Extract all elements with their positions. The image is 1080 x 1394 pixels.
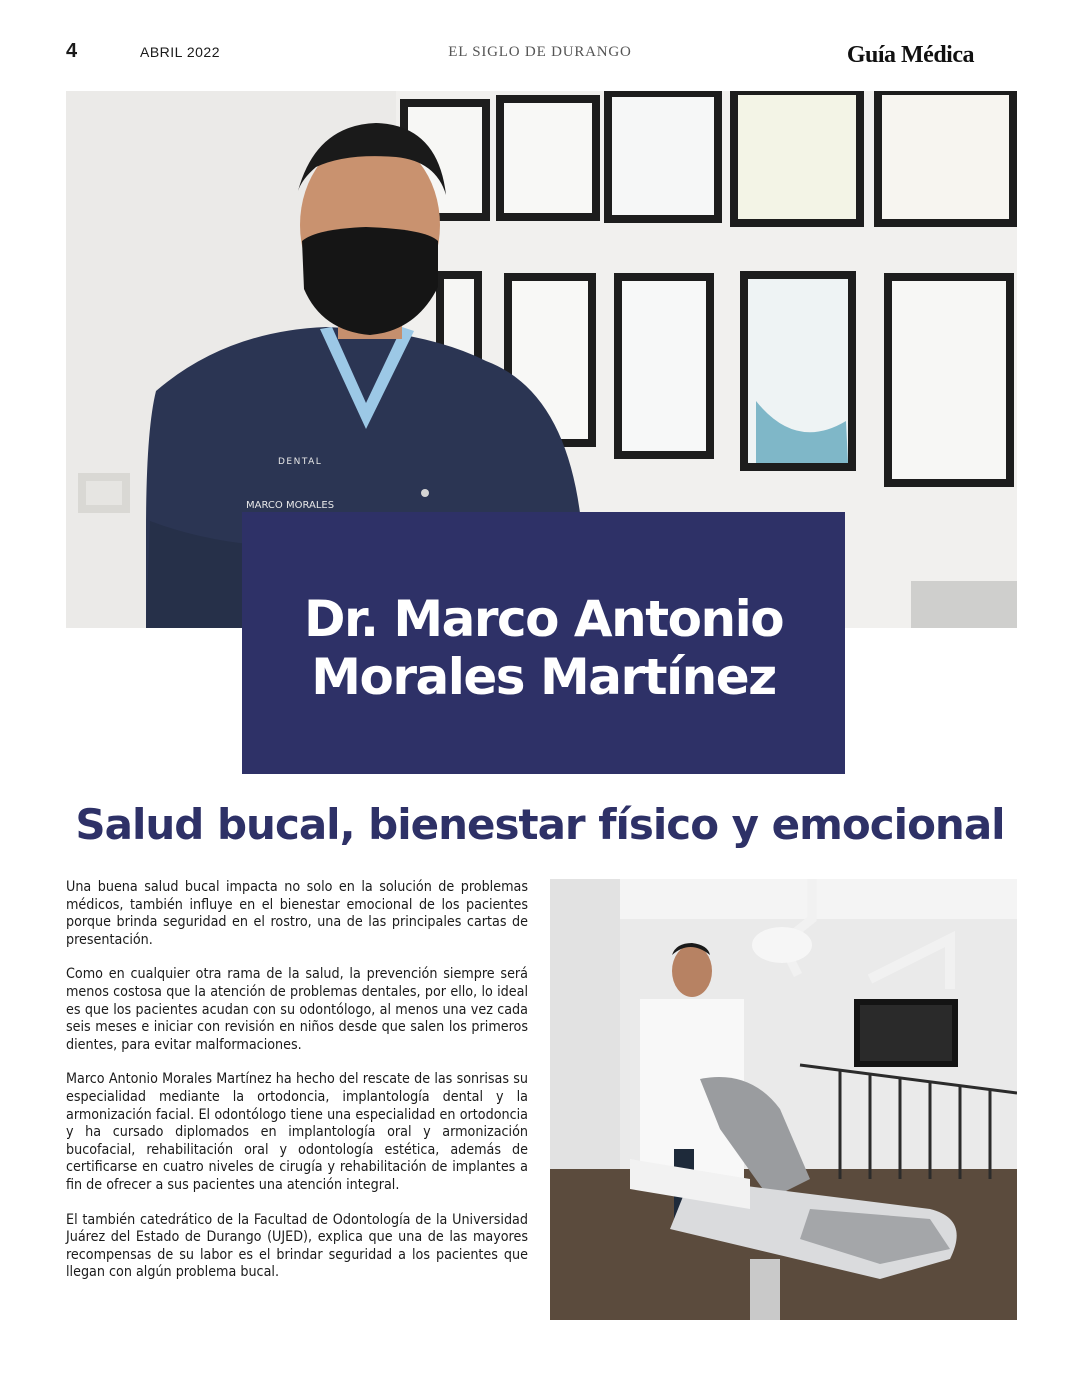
scrub-name-text: MARCO MORALES (246, 500, 335, 511)
article-headline: Salud bucal, bienestar físico y emocional (75, 800, 1005, 849)
clinic-photo (550, 879, 1017, 1320)
article-paragraph: El también catedrático de la Facultad de Odontología de la Universidad Juárez del Estado de Durango (UJED), explica que una de las mayores recompensas de su labor es el brindar seguridad a los pacientes que llegan con algún problema bucal. (66, 1211, 528, 1281)
section-title: Guía Médica (846, 42, 974, 68)
article-paragraph: Marco Antonio Morales Martínez ha hecho del rescate de las sonrisas su especialidad mediante la ortodoncia, implantología dental y la armonización facial. El odontólogo tiene una especialidad en ortodoncia y ha cursado diplomados en implantología oral y armonización bucofacial, rehabilitación oral y odontología estética, además de certificarse en cuatro niveles de cirugía y rehabilitación de implantes a fin de ofrecer a sus pacientes una atención integral. (66, 1071, 528, 1193)
article-paragraph: Como en cualquier otra rama de la salud, la prevención siempre será menos costosa que la atención de problemas dentales, por ello, lo ideal es que los pacientes acudan con su odontólogo, al menos una vez cada seis meses e iniciar con revisión en niños desde que salen los primeros dientes, para evitar malformaciones. (66, 966, 528, 1053)
issue-date: ABRIL 2022 (140, 44, 220, 60)
doctor-name-line-1: Dr. Marco Antonio (303, 590, 784, 648)
scrub-logo-text: DENTAL (278, 457, 323, 467)
doctor-name-box (242, 512, 845, 774)
doctor-name-line-2: Morales Martínez (311, 648, 776, 706)
page-number: 4 (66, 40, 78, 62)
clinic-photo-illustration (550, 879, 1017, 1320)
article-body (66, 879, 528, 1299)
article-paragraph: Una buena salud bucal impacta no solo en la solución de problemas médicos, también influye en el bienestar emocional de los pacientes porque brinda seguridad en el rostro, una de las principales cartas de presentación. (66, 879, 528, 948)
page-header (0, 0, 1080, 80)
newspaper-name: EL SIGLO DE DURANGO (448, 44, 632, 60)
